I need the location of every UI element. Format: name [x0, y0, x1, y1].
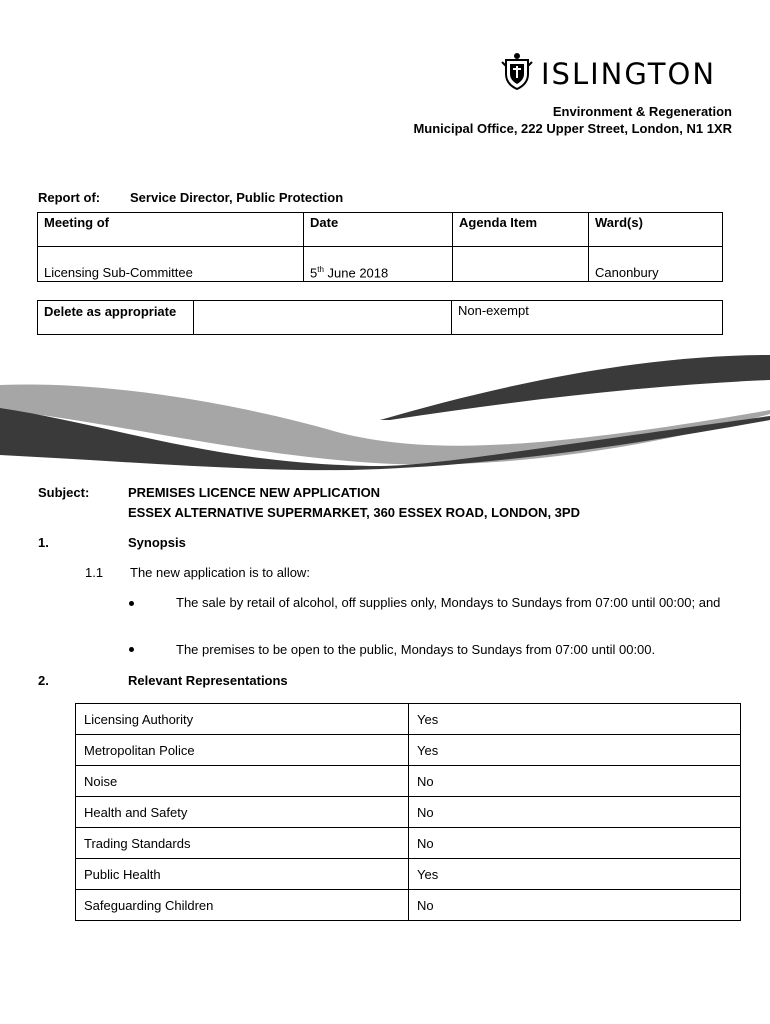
bullet-item-2: The premises to be open to the public, Mondays to Sundays from 07:00 until 00:00.	[176, 642, 656, 657]
representation-value: No	[409, 766, 741, 797]
subsection-1-1-number: 1.1	[85, 565, 104, 580]
table-row	[76, 828, 741, 859]
representation-name: Metropolitan Police	[76, 735, 409, 766]
report-of-label: Report of:	[38, 190, 101, 205]
office-address: Municipal Office, 222 Upper Street, London, N1 1XR	[413, 121, 732, 136]
department-name: Environment & Regeneration	[552, 104, 732, 119]
agenda-item-header: Agenda Item	[453, 213, 589, 247]
representation-value: No	[409, 797, 741, 828]
subsection-1-1-text: The new application is to allow:	[130, 565, 310, 580]
agenda-item-value	[453, 247, 589, 282]
logo-text: ISLINGTON	[541, 57, 717, 91]
table-row	[76, 735, 741, 766]
representation-name: Trading Standards	[76, 828, 409, 859]
table-row	[76, 797, 741, 828]
meeting-of-value: Licensing Sub-Committee	[38, 247, 304, 282]
section-1-number: 1.	[38, 535, 49, 550]
delete-as-appropriate-table	[37, 300, 723, 335]
date-value	[304, 247, 453, 282]
decorative-swoosh	[0, 350, 770, 475]
table-row	[76, 766, 741, 797]
islington-logo	[500, 52, 735, 94]
representation-value: Yes	[409, 735, 741, 766]
wards-header: Ward(s)	[589, 213, 723, 247]
non-exempt-option: Non-exempt	[452, 301, 723, 335]
date-header: Date	[304, 213, 453, 247]
wards-value: Canonbury	[589, 247, 723, 282]
table-row	[76, 859, 741, 890]
delete-option-blank	[194, 301, 452, 335]
bullet-icon	[129, 647, 134, 652]
representation-name: Noise	[76, 766, 409, 797]
representation-name: Safeguarding Children	[76, 890, 409, 921]
delete-as-appropriate-label: Delete as appropriate	[38, 301, 194, 335]
bullet-icon	[129, 601, 134, 606]
subject-line-1: PREMISES LICENCE NEW APPLICATION	[128, 485, 381, 500]
date-suffix: th	[317, 264, 324, 274]
section-2-title: Relevant Representations	[128, 673, 288, 688]
subject-line-2: ESSEX ALTERNATIVE SUPERMARKET, 360 ESSEX ROAD, LONDON, 3PD	[128, 505, 580, 520]
meeting-table	[37, 212, 723, 282]
table-row	[76, 890, 741, 921]
representations-table	[75, 703, 741, 921]
representation-value: Yes	[409, 704, 741, 735]
date-day: 5	[310, 265, 318, 280]
representation-value: Yes	[409, 859, 741, 890]
crest-icon	[500, 52, 534, 90]
section-1-title: Synopsis	[128, 535, 186, 550]
representation-value: No	[409, 828, 741, 859]
representation-value: No	[409, 890, 741, 921]
table-row	[76, 704, 741, 735]
swoosh-dark-arc	[380, 355, 770, 420]
representation-name: Health and Safety	[76, 797, 409, 828]
date-rest: June 2018	[323, 265, 389, 280]
representation-name: Licensing Authority	[76, 704, 409, 735]
bullet-item-1: The sale by retail of alcohol, off supplies only, Mondays to Sundays from 07:00 until 00:00; and	[176, 595, 721, 610]
representation-name: Public Health	[76, 859, 409, 890]
report-of-value: Service Director, Public Protection	[130, 190, 344, 205]
subject-label: Subject:	[38, 485, 90, 500]
meeting-of-header: Meeting of	[38, 213, 304, 247]
section-2-number: 2.	[38, 673, 49, 688]
